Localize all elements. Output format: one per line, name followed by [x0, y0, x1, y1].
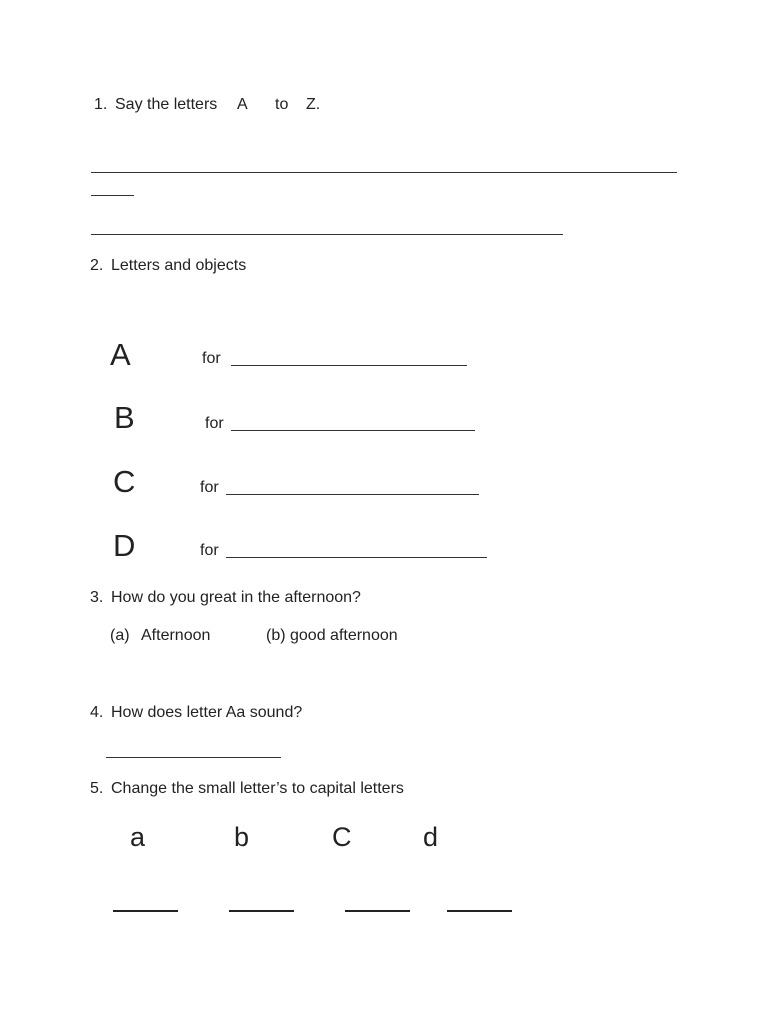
q1-answer-line-2[interactable] [91, 234, 563, 235]
q5-answer-line-c[interactable] [345, 910, 410, 912]
q5-answer-line-a[interactable] [113, 910, 178, 912]
q5-answer-line-d[interactable] [447, 910, 512, 912]
q1-number: 1. [94, 96, 108, 113]
q2-for-a: for [202, 350, 221, 367]
q2-letter-c: C [113, 464, 136, 499]
q3-text: How do you great in the afternoon? [111, 589, 361, 606]
q5-letter-a: a [130, 822, 146, 852]
q2-for-d: for [200, 542, 219, 559]
q2-answer-line-a[interactable] [231, 365, 467, 366]
q4-answer-line[interactable] [106, 757, 281, 758]
q5-number: 5. [90, 780, 104, 797]
q2-answer-line-c[interactable] [226, 494, 479, 495]
q2-letter-a: A [110, 337, 131, 372]
q2-answer-line-b[interactable] [231, 430, 475, 431]
q2-for-c: for [200, 479, 219, 496]
q1-to-word: to [275, 96, 289, 113]
q5-letter-b: b [234, 822, 250, 852]
q1-answer-line-1[interactable] [91, 172, 677, 173]
q5-text: Change the small letter’s to capital letters [111, 780, 404, 797]
q3-option-a-label: (a) [110, 627, 130, 644]
q1-answer-line-1-cont[interactable] [91, 195, 134, 196]
q4-number: 4. [90, 704, 104, 721]
q2-answer-line-d[interactable] [226, 557, 487, 558]
q2-number: 2. [90, 257, 104, 274]
q4-text: How does letter Aa sound? [111, 704, 303, 721]
q2-letter-d: D [113, 528, 136, 563]
q1-text: Say the letters [115, 96, 218, 113]
q3-option-b[interactable]: (b) good afternoon [266, 627, 398, 644]
q5-letter-d: d [423, 822, 439, 852]
q2-letter-b: B [114, 400, 135, 435]
q2-text: Letters and objects [111, 257, 247, 274]
q3-number: 3. [90, 589, 104, 606]
q5-answer-line-b[interactable] [229, 910, 294, 912]
q1-from-letter: A [237, 96, 248, 113]
q3-option-a[interactable]: Afternoon [141, 627, 211, 644]
q2-for-b: for [205, 415, 224, 432]
q5-letter-c: C [332, 822, 352, 852]
q1-to-letter: Z. [306, 96, 321, 113]
